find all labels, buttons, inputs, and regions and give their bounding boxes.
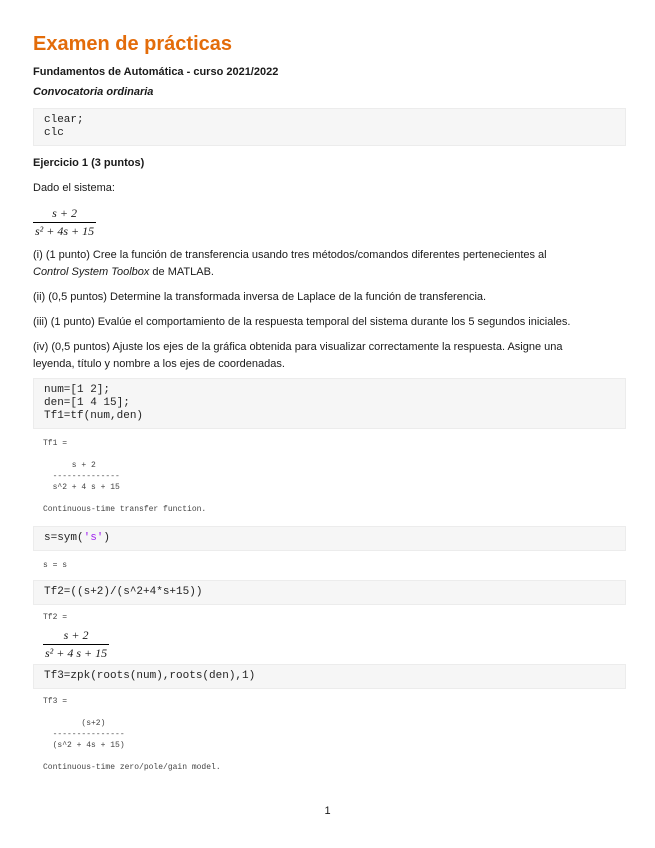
code-block-tf1[interactable] bbox=[33, 378, 626, 429]
exercise-item-3: (iii) (1 punto) Evalúe el comportamiento de la respuesta temporal del sistema durante los 5 segundos iniciales. bbox=[33, 316, 571, 328]
code-sym-prefix: s=sym( bbox=[44, 532, 84, 544]
code-block-init[interactable] bbox=[33, 108, 626, 146]
exercise-heading: Ejercicio 1 (3 puntos) bbox=[33, 157, 145, 169]
output-tf3: Tf3 = (s+2) --------------- (s^2 + 4s + 15) Continuous-time zero/pole/gain model. bbox=[43, 697, 221, 772]
output-tf2-label: Tf2 = bbox=[43, 613, 68, 622]
page-title: Examen de prácticas bbox=[33, 33, 232, 55]
code-line: Tf2=((s+2)/(s^2+4*s+15)) bbox=[44, 586, 203, 598]
output-tf2-fraction bbox=[43, 628, 109, 661]
course-subtitle: Fundamentos de Automática - curso 2021/2022 bbox=[33, 66, 279, 78]
code-sym-suffix: ) bbox=[103, 532, 111, 544]
code-line: Tf1=tf(num,den) bbox=[44, 410, 144, 422]
fraction-numerator: s + 2 bbox=[52, 206, 77, 220]
exercise-item-1 bbox=[33, 247, 623, 281]
exercise-item-4 bbox=[33, 339, 623, 373]
item-1-rest: de MATLAB. bbox=[149, 266, 214, 278]
code-line: clear; bbox=[44, 114, 84, 126]
code-string: 's' bbox=[83, 532, 104, 544]
fraction-bar bbox=[33, 222, 96, 223]
fraction-numerator: s + 2 bbox=[63, 628, 89, 642]
exercise-item-2: (ii) (0,5 puntos) Determine la transformada inversa de Laplace de la función de transferencia. bbox=[33, 291, 487, 303]
code-line bbox=[44, 532, 615, 545]
fraction-bar bbox=[43, 644, 109, 645]
call-subtitle: Convocatoria ordinaria bbox=[33, 86, 154, 98]
output-tf1: Tf1 = s + 2 -------------- s^2 + 4 s + 15 Continuous-time transfer function. bbox=[43, 439, 207, 514]
code-block-tf3[interactable] bbox=[33, 664, 626, 689]
page-number: 1 bbox=[324, 805, 331, 817]
output-sym: s = s bbox=[43, 561, 68, 570]
code-block-tf2[interactable] bbox=[33, 580, 626, 605]
fraction-denominator: s² + 4s + 15 bbox=[35, 224, 95, 238]
fraction-denominator: s² + 4 s + 15 bbox=[45, 646, 108, 660]
exercise-intro: Dado el sistema: bbox=[33, 182, 115, 194]
code-line: clc bbox=[44, 127, 64, 139]
code-line: den=[1 4 15]; bbox=[44, 397, 130, 409]
item-4-text-b: leyenda, título y nombre a los ejes de coordenadas. bbox=[33, 358, 285, 370]
code-line: Tf3=zpk(roots(num),roots(den),1) bbox=[44, 670, 256, 682]
item-1-text: (i) (1 punto) Cree la función de transferencia usando tres métodos/comandos diferentes pertenecientes al bbox=[33, 249, 547, 261]
code-line: num=[1 2]; bbox=[44, 384, 111, 396]
item-4-text-a: (iv) (0,5 puntos) Ajuste los ejes de la gráfica obtenida para visualizar correctamente la respuesta. Asigne una bbox=[33, 341, 563, 353]
item-1-toolbox: Control System Toolbox bbox=[33, 266, 150, 278]
transfer-function-fraction bbox=[33, 206, 96, 239]
code-block-sym[interactable] bbox=[33, 526, 626, 551]
